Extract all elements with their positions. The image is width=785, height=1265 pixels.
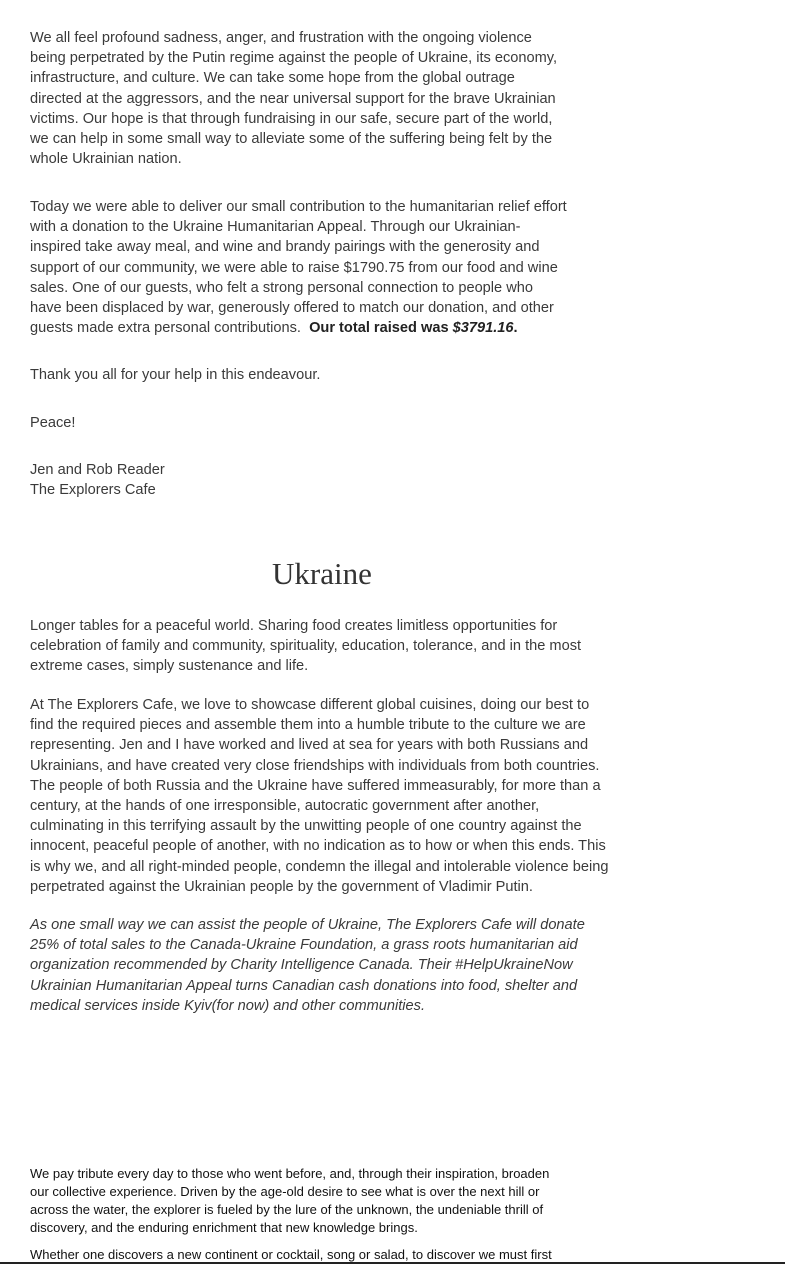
- text-line: As one small way we can assist the people of Ukraine, The Explorers Cafe will donate: [30, 917, 585, 933]
- thanks-text: Thank you all for your help in this endeavour.: [30, 367, 321, 383]
- page-title: Ukraine: [272, 556, 372, 591]
- signature-names: Jen and Rob Reader: [30, 462, 165, 478]
- peace-text: Peace!: [30, 415, 76, 431]
- text-line: discovery, and the enduring enrichment that new knowledge brings.: [30, 1220, 418, 1235]
- text-line: is why we, and all right-minded people, condemn the illegal and intolerable violence being: [30, 858, 609, 875]
- peace-line: [30, 413, 75, 433]
- text-line: across the water, the explorer is fueled by the lure of the unknown, the undeniable thrill of: [30, 1202, 544, 1217]
- text-line: our collective experience. Driven by the age-old desire to see what is over the next hill or: [30, 1184, 540, 1199]
- text-line: celebration of family and community, spirituality, education, tolerance, and in the most: [30, 638, 582, 655]
- text-line: innocent, peaceful people of another, with no indication as to how or when this ends. This: [30, 838, 606, 855]
- signature-business: The Explorers Cafe: [30, 482, 156, 499]
- text-line: Whether one discovers a new continent or cocktail, song or salad, to discover we must first: [30, 1247, 552, 1262]
- section-body: [30, 695, 608, 897]
- text-line: culminating in this terrifying assault by the unwitting people of one country against the: [30, 818, 582, 835]
- text-line: medical services inside Kyiv(for now) and other communities.: [30, 997, 425, 1014]
- section-intro: [30, 616, 581, 677]
- donation-pledge: [30, 915, 585, 1016]
- text-line: sales. One of our guests, who felt a strong personal connection to people who: [30, 279, 533, 296]
- text-line: Longer tables for a peaceful world. Sharing food creates limitless opportunities for: [30, 618, 558, 634]
- text-line: 25% of total sales to the Canada-Ukraine Foundation, a grass roots humanitarian aid: [30, 937, 578, 954]
- text-line: whole Ukrainian nation.: [30, 151, 182, 168]
- text-line: inspired take away meal, and wine and brandy pairings with the generosity and: [30, 239, 540, 256]
- text-line: representing. Jen and I have worked and lived at sea for years with both Russians and: [30, 737, 589, 754]
- footer-tribute: [30, 1165, 549, 1237]
- text-line: infrastructure, and culture. We can take some hope from the global outrage: [30, 70, 515, 87]
- text-line: find the required pieces and assemble them into a humble tribute to the culture we are: [30, 717, 586, 734]
- signature: [30, 460, 165, 500]
- text-line: The people of both Russia and the Ukraine have suffered immeasurably, for more than a: [30, 777, 601, 794]
- bottom-divider: [0, 1262, 785, 1264]
- text-line: Ukrainians, and have created very close friendships with individuals from both countries.: [30, 757, 600, 774]
- text-line: with a donation to the Ukraine Humanitarian Appeal. Through our Ukrainian-: [30, 219, 521, 236]
- text-line: have been displaced by war, generously offered to match our donation, and other: [30, 300, 554, 317]
- text-line: we can help in some small way to alleviate some of the suffering being felt by the: [30, 131, 553, 148]
- letter-paragraph-2: [30, 197, 567, 338]
- text-line: We all feel profound sadness, anger, and frustration with the ongoing violence: [30, 30, 532, 46]
- text-line: directed at the aggressors, and the near universal support for the brave Ukrainian: [30, 90, 556, 107]
- thanks-line: [30, 365, 320, 385]
- text-line: support of our community, we were able to raise $1790.75 from our food and wine: [30, 259, 558, 276]
- text-line: perpetrated against the Ukrainian people by the government of Vladimir Putin.: [30, 878, 533, 895]
- total-period: .: [513, 320, 518, 337]
- text-line-total: [30, 318, 567, 338]
- text-line: being perpetrated by the Putin regime against the people of Ukraine, its economy,: [30, 50, 558, 67]
- text-line: We pay tribute every day to those who went before, and, through their inspiration, broaden: [30, 1166, 550, 1181]
- text-line: At The Explorers Cafe, we love to showcase different global cuisines, doing our best to: [30, 697, 590, 713]
- text-line: Ukrainian Humanitarian Appeal turns Canadian cash donations into food, shelter and: [30, 977, 578, 994]
- total-label: Our total raised was: [309, 320, 453, 337]
- text-line: victims. Our hope is that through fundraising in our safe, secure part of the world,: [30, 110, 553, 127]
- text-line: century, at the hands of one irresponsible, autocratic government after another,: [30, 798, 540, 815]
- total-amount: $3791.16: [452, 320, 514, 337]
- text-line: extreme cases, simply sustenance and life.: [30, 658, 309, 675]
- letter-paragraph-1: [30, 28, 557, 169]
- text-line: organization recommended by Charity Intelligence Canada. Their #HelpUkraineNow: [30, 957, 573, 974]
- text-fragment: guests made extra personal contributions.: [30, 320, 310, 337]
- text-line: Today we were able to deliver our small contribution to the humanitarian relief effort: [30, 199, 567, 215]
